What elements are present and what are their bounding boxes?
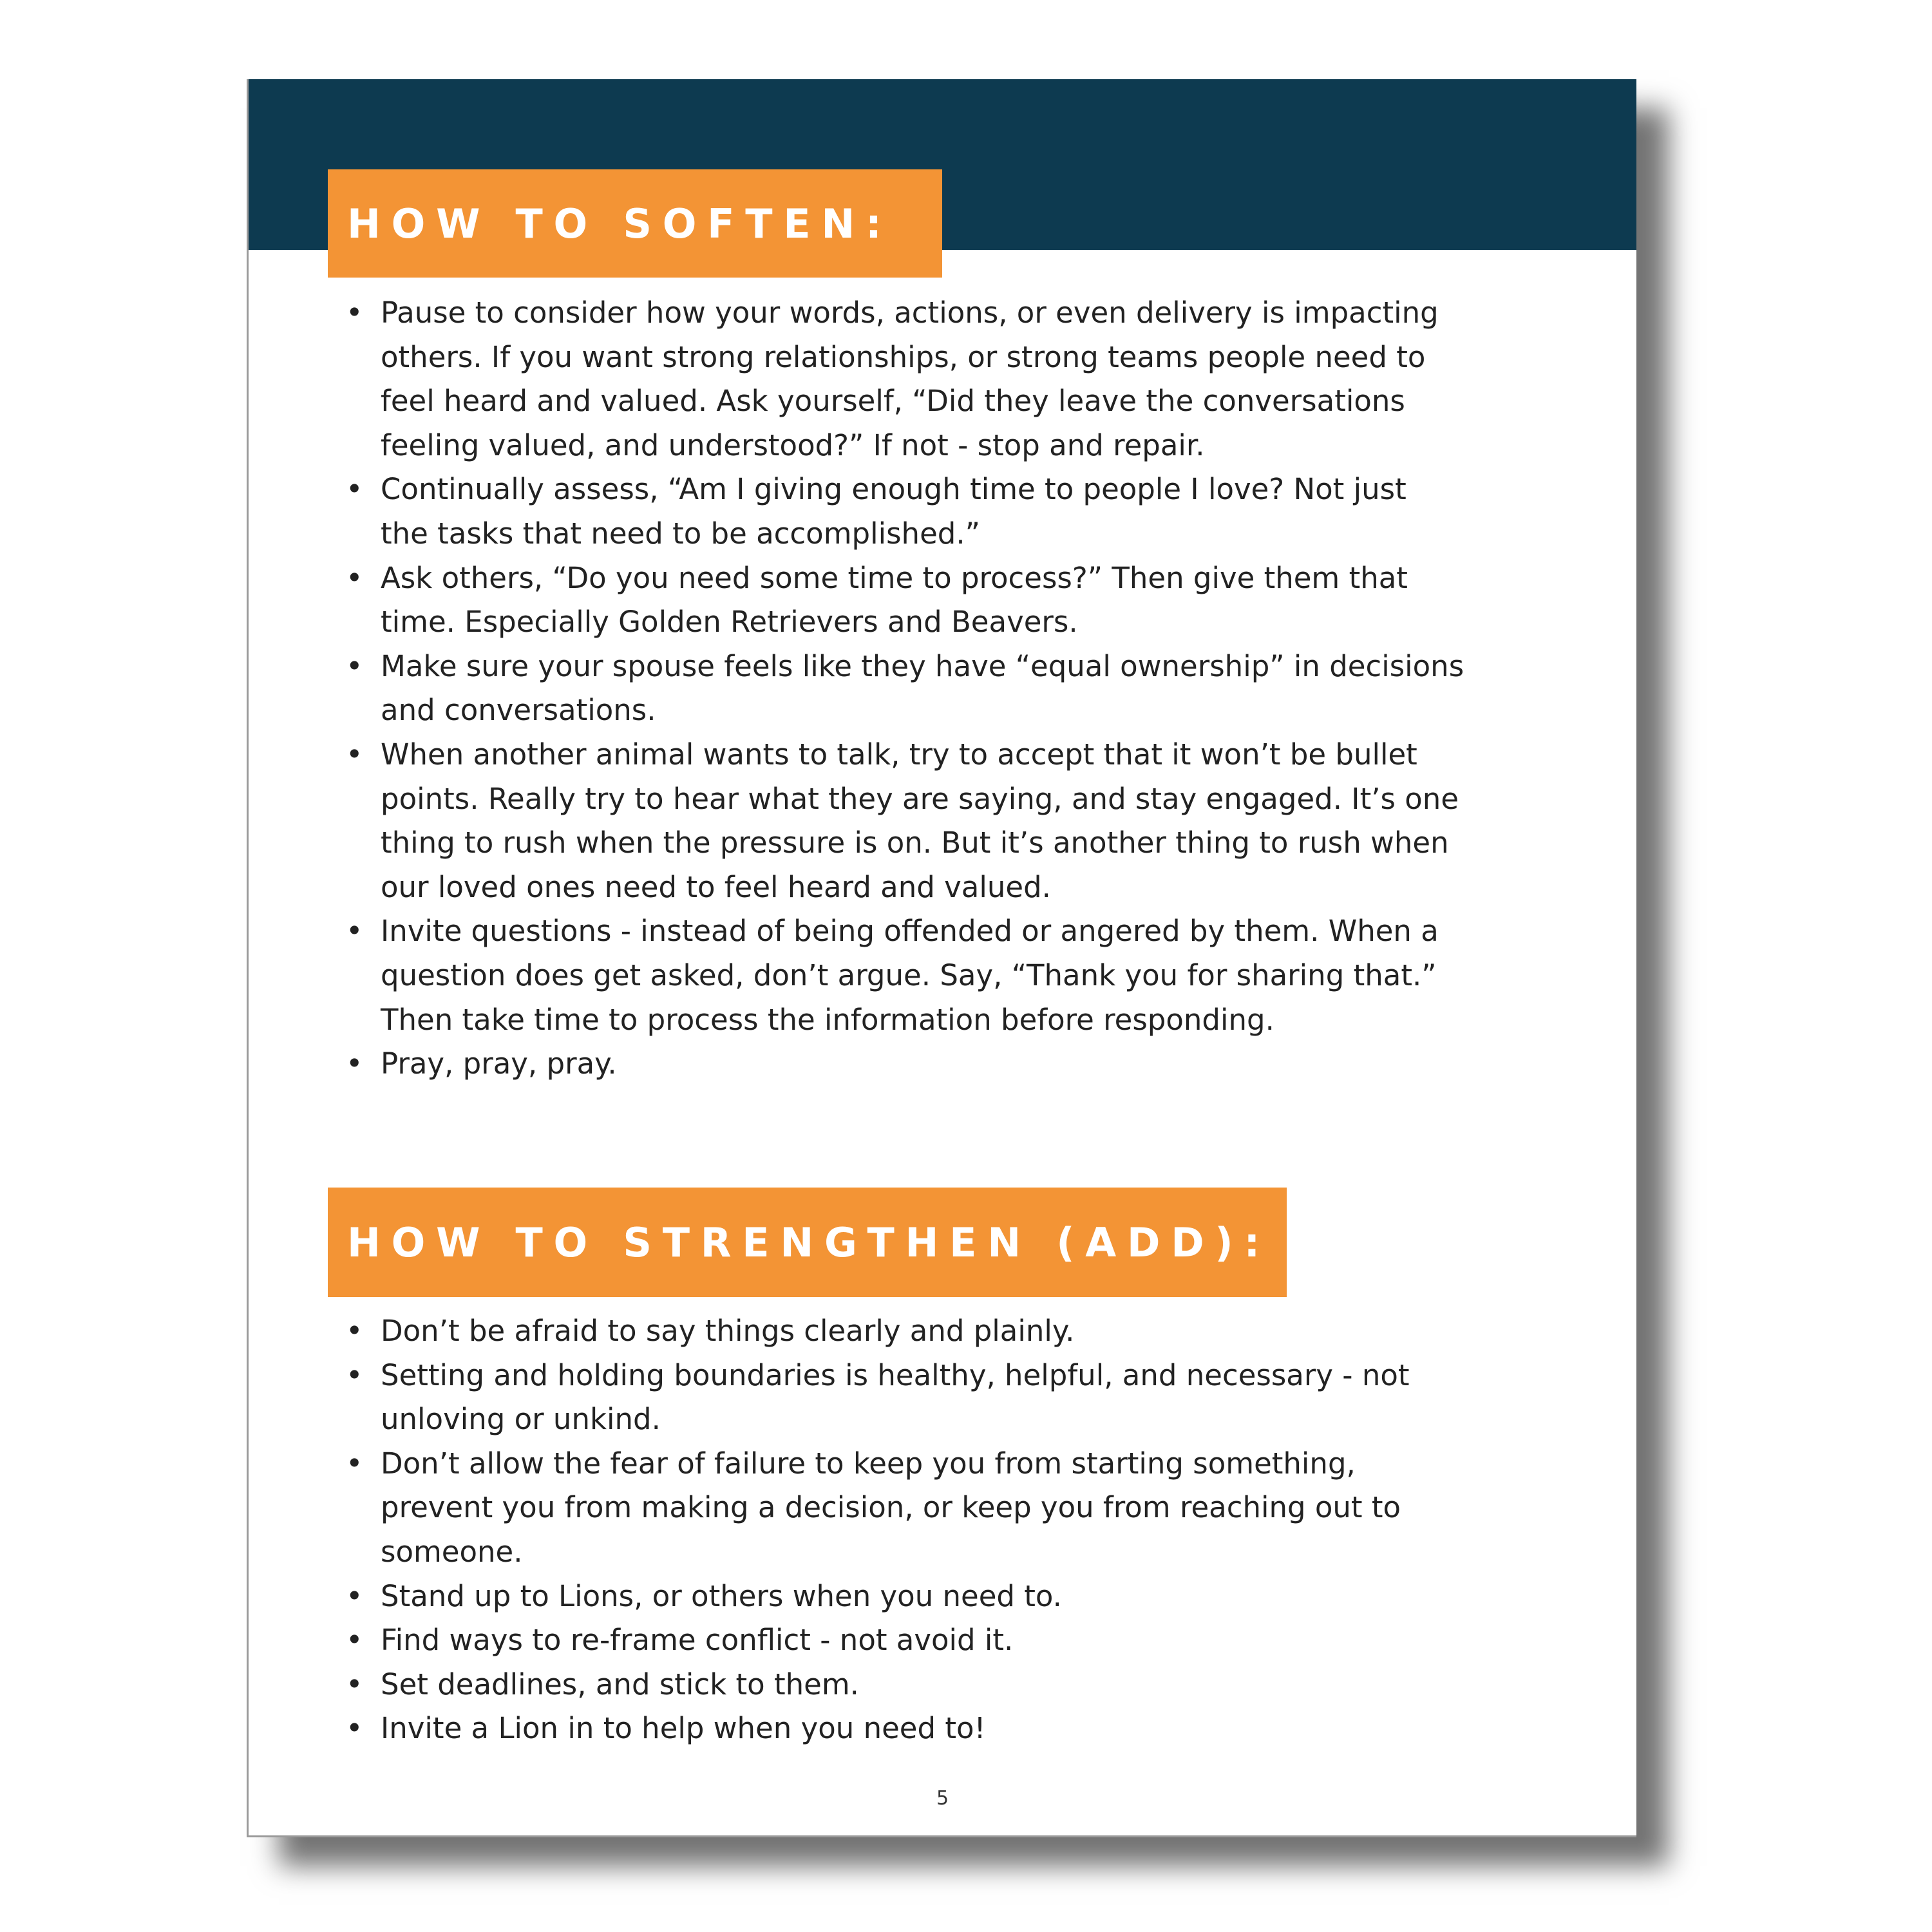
list-item-text-line: Don’t allow the fear of failure to keep you from starting something, <box>381 1446 1356 1481</box>
list-item <box>328 556 1464 645</box>
bullet-icon: • <box>346 914 363 949</box>
list-item-text-line: Stand up to Lions, or others when you need to. <box>381 1578 1062 1613</box>
list-item <box>328 1354 1410 1442</box>
list-item-text-line: Setting and holding boundaries is healthy, helpful, and necessary - not <box>381 1358 1410 1392</box>
list-item-text-line: our loved ones need to feel heard and valued. <box>381 869 1051 904</box>
list-item-text-line: Pray, pray, pray. <box>381 1046 617 1081</box>
list-item-text-line: Make sure your spouse feels like they have “equal ownership” in decisions <box>381 649 1464 683</box>
bullet-icon: • <box>346 1314 363 1348</box>
page-number: 5 <box>936 1787 949 1810</box>
list-item-text-line: prevent you from making a decision, or keep you from reaching out to <box>381 1490 1401 1525</box>
bullet-icon: • <box>346 1046 363 1081</box>
list-item <box>328 733 1464 909</box>
list-item <box>328 1663 1410 1707</box>
list-item <box>328 1707 1410 1751</box>
list-item <box>328 1309 1410 1354</box>
list-item-text-line: Invite a Lion in to help when you need to! <box>381 1711 986 1746</box>
section-heading-soften: HOW TO SOFTEN: <box>328 169 942 278</box>
list-item-text-line: others. If you want strong relationships, or strong teams people need to <box>381 339 1426 374</box>
list-item-text-line: Continually assess, “Am I giving enough time to people I love? Not just <box>381 472 1406 507</box>
bullet-icon: • <box>346 1667 363 1701</box>
bullet-icon: • <box>346 296 363 330</box>
bullet-icon: • <box>346 737 363 772</box>
bullet-icon: • <box>346 1711 363 1746</box>
list-item-text-line: question does get asked, don’t argue. Say, “Thank you for sharing that.” <box>381 958 1437 992</box>
list-item <box>328 1618 1410 1663</box>
list-item <box>328 909 1464 1042</box>
list-item-text-line: the tasks that need to be accomplished.” <box>381 516 980 551</box>
list-item <box>328 291 1464 468</box>
list-item-text-line: Ask others, “Do you need some time to process?” Then give them that <box>381 560 1408 595</box>
list-item <box>328 1042 1464 1086</box>
list-item <box>328 645 1464 733</box>
list-item-text-line: points. Really try to hear what they are saying, and stay engaged. It’s one <box>381 781 1459 816</box>
list-item-text-line: someone. <box>381 1534 523 1569</box>
list-item-text-line: Invite questions - instead of being offended or angered by them. When a <box>381 914 1439 949</box>
list-item-text-line: feeling valued, and understood?” If not - stop and repair. <box>381 428 1205 462</box>
list-item-text-line: Then take time to process the information before responding. <box>381 1002 1274 1037</box>
list-item-text-line: unloving or unkind. <box>381 1402 661 1437</box>
bullet-icon: • <box>346 1623 363 1658</box>
bullet-icon: • <box>346 1446 363 1481</box>
list-item-text-line: time. Especially Golden Retrievers and Beavers. <box>381 605 1078 639</box>
list-item-text-line: Don’t be afraid to say things clearly and plainly. <box>381 1314 1075 1348</box>
bullet-icon: • <box>346 649 363 683</box>
list-item <box>328 1442 1410 1575</box>
list-item-text-line: Find ways to re-frame conflict - not avoid it. <box>381 1623 1014 1658</box>
document-page <box>247 79 1636 1837</box>
bullet-icon: • <box>346 560 363 595</box>
bullet-icon: • <box>346 1358 363 1392</box>
bullet-icon: • <box>346 1578 363 1613</box>
list-item-text-line: Set deadlines, and stick to them. <box>381 1667 859 1701</box>
strengthen-list <box>328 1309 1410 1751</box>
bullet-icon: • <box>346 472 363 507</box>
list-item-text-line: When another animal wants to talk, try to accept that it won’t be bullet <box>381 737 1417 772</box>
list-item-text-line: thing to rush when the pressure is on. But it’s another thing to rush when <box>381 826 1449 860</box>
soften-list <box>328 291 1464 1086</box>
list-item <box>328 468 1464 556</box>
list-item-text-line: Pause to consider how your words, actions, or even delivery is impacting <box>381 296 1439 330</box>
list-item-text-line: feel heard and valued. Ask yourself, “Did they leave the conversations <box>381 384 1405 419</box>
section-heading-strengthen: HOW TO STRENGTHEN (ADD): <box>328 1188 1287 1297</box>
list-item-text-line: and conversations. <box>381 693 656 728</box>
list-item <box>328 1575 1410 1619</box>
